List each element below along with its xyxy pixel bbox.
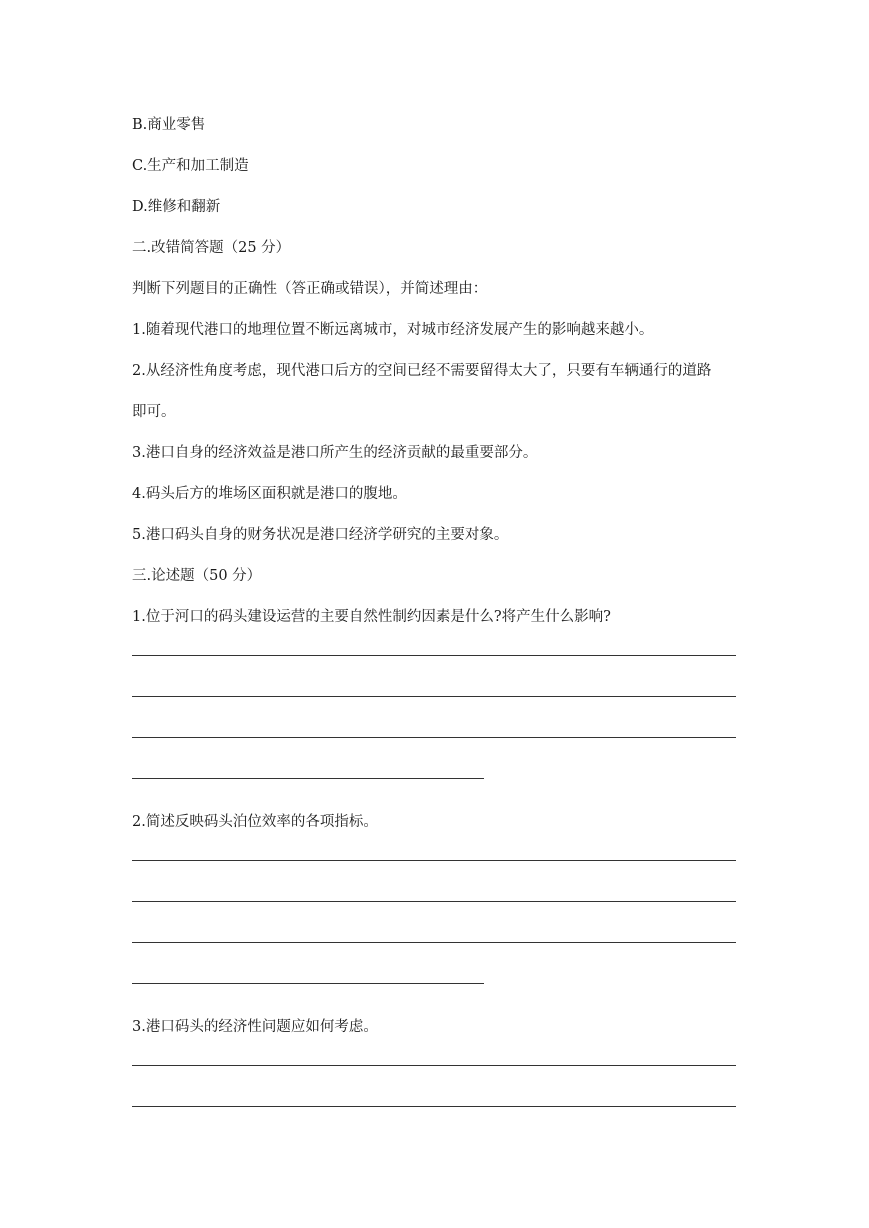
answer-line[interactable] xyxy=(132,778,484,779)
section2-item-3: 3.港口自身的经济效益是港口所产生的经济贡献的最重要部分。 xyxy=(132,445,538,461)
section2-item-1: 1.随着现代港口的地理位置不断远离城市，对城市经济发展产生的影响越来越小。 xyxy=(132,322,654,338)
answer-line[interactable] xyxy=(132,901,736,902)
section2-heading: 二.改错简答题（25 分） xyxy=(132,240,291,256)
section3-question-2: 2.简述反映码头泊位效率的各项指标。 xyxy=(132,814,378,830)
answer-line[interactable] xyxy=(132,860,736,861)
section2-instruction: 判断下列题目的正确性（答正确或错误），并简述理由： xyxy=(132,281,488,297)
answer-line[interactable] xyxy=(132,696,736,697)
option-c: C.生产和加工制造 xyxy=(132,158,249,174)
answer-line[interactable] xyxy=(132,737,736,738)
section2-item-2: 2.从经济性角度考虑，现代港口后方的空间已经不需要留得太大了，只要有车辆通行的道路 xyxy=(132,363,712,379)
section2-item-2-cont: 即可。 xyxy=(132,404,176,420)
section2-item-5: 5.港口码头自身的财务状况是港口经济学研究的主要对象。 xyxy=(132,527,509,543)
answer-line[interactable] xyxy=(132,1065,736,1066)
section2-item-4: 4.码头后方的堆场区面积就是港口的腹地。 xyxy=(132,486,407,502)
option-b: B.商业零售 xyxy=(132,117,206,133)
answer-line[interactable] xyxy=(132,655,736,656)
answer-line[interactable] xyxy=(132,983,484,984)
option-d: D.维修和翻新 xyxy=(132,199,221,215)
section3-heading: 三.论述题（50 分） xyxy=(132,568,262,584)
answer-line[interactable] xyxy=(132,1106,736,1107)
answer-line[interactable] xyxy=(132,942,736,943)
section3-question-1: 1.位于河口的码头建设运营的主要自然性制约因素是什么?将产生什么影响? xyxy=(132,609,611,625)
section3-question-3: 3.港口码头的经济性问题应如何考虑。 xyxy=(132,1019,378,1035)
